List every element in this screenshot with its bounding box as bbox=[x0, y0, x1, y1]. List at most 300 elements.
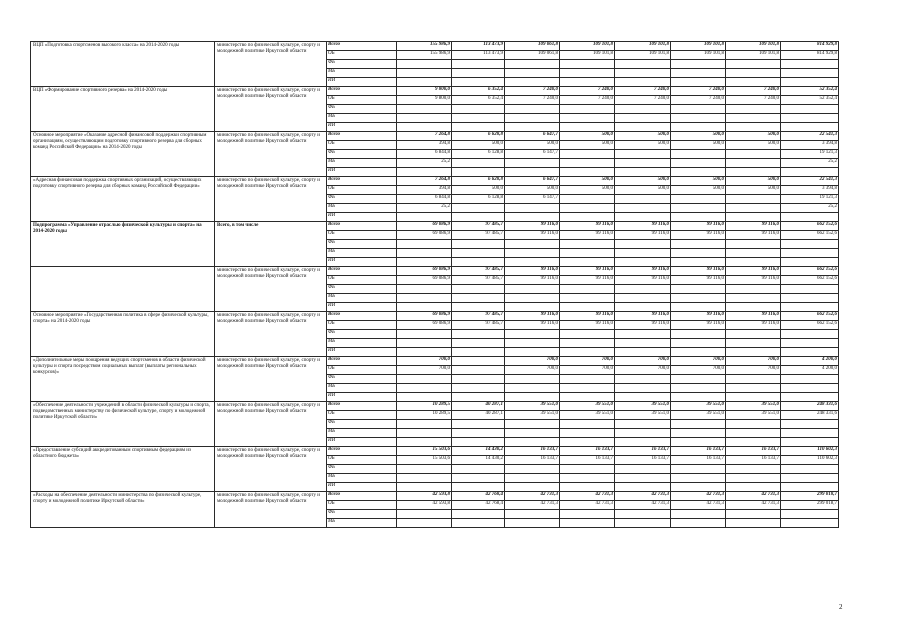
year-value-cell bbox=[452, 366, 505, 375]
year-value-cell bbox=[452, 357, 505, 366]
table-row bbox=[31, 447, 839, 456]
year-value-cell: 700,0 bbox=[615, 357, 671, 366]
year-value-cell bbox=[452, 339, 505, 348]
funding-source: ИИ bbox=[327, 213, 397, 222]
total-value-cell bbox=[781, 213, 839, 222]
year-value-cell: 6 647,7 bbox=[505, 132, 560, 141]
year-value-cell: 42 731,3 bbox=[505, 501, 560, 510]
program-description: ВЦП «Подготовка спортсменов высокого класса» на 2014-2020 годы bbox=[31, 42, 215, 87]
year-value-cell bbox=[452, 123, 505, 132]
total-value-cell bbox=[781, 60, 839, 69]
year-value-cell bbox=[560, 240, 615, 249]
funding-source: Всего bbox=[327, 42, 397, 51]
year-value-cell: 7 240,0 bbox=[560, 87, 615, 96]
funding-source: МБ bbox=[327, 249, 397, 258]
year-value-cell bbox=[505, 159, 560, 168]
year-value-cell: 16 133,7 bbox=[505, 447, 560, 456]
year-value-cell: 99 116,0 bbox=[560, 321, 615, 330]
year-value-cell bbox=[560, 384, 615, 393]
total-value-cell: 248 331,6 bbox=[781, 411, 839, 420]
total-value-cell: 110 602,3 bbox=[781, 447, 839, 456]
responsible-executor: министерство по физической культуре, спорту и молодежной политике Иркутской области bbox=[215, 87, 327, 132]
year-value-cell bbox=[505, 474, 560, 483]
year-value-cell bbox=[615, 249, 671, 258]
year-value-cell: 14 430,2 bbox=[452, 456, 505, 465]
year-value-cell bbox=[505, 114, 560, 123]
funding-source: МБ bbox=[327, 474, 397, 483]
year-value-cell bbox=[726, 78, 781, 87]
funding-source: ОБ bbox=[327, 51, 397, 60]
year-value-cell: 99 116,0 bbox=[615, 231, 671, 240]
year-value-cell: 99 116,0 bbox=[505, 222, 560, 231]
year-value-cell bbox=[505, 375, 560, 384]
year-value-cell: 500,0 bbox=[615, 132, 671, 141]
year-value-cell bbox=[397, 60, 452, 69]
year-value-cell bbox=[615, 474, 671, 483]
year-value-cell bbox=[452, 483, 505, 492]
total-value-cell bbox=[781, 123, 839, 132]
year-value-cell: 42 593,8 bbox=[397, 492, 452, 501]
year-value-cell: 39 551,0 bbox=[726, 411, 781, 420]
total-value-cell bbox=[781, 330, 839, 339]
year-value-cell: 109 101,8 bbox=[726, 51, 781, 60]
year-value-cell bbox=[560, 483, 615, 492]
total-value-cell: 25,2 bbox=[781, 204, 839, 213]
year-value-cell bbox=[397, 483, 452, 492]
year-value-cell bbox=[452, 438, 505, 447]
year-value-cell bbox=[505, 483, 560, 492]
year-value-cell bbox=[671, 465, 726, 474]
year-value-cell bbox=[505, 168, 560, 177]
year-value-cell bbox=[615, 159, 671, 168]
year-value-cell: 16 133,7 bbox=[726, 447, 781, 456]
year-value-cell bbox=[397, 303, 452, 312]
year-value-cell: 6 844,8 bbox=[397, 150, 452, 159]
year-value-cell bbox=[671, 375, 726, 384]
year-value-cell bbox=[726, 330, 781, 339]
total-value-cell bbox=[781, 114, 839, 123]
year-value-cell: 500,0 bbox=[560, 177, 615, 186]
funding-source: МБ bbox=[327, 429, 397, 438]
total-value-cell: 248 331,6 bbox=[781, 402, 839, 411]
year-value-cell bbox=[726, 69, 781, 78]
year-value-cell bbox=[397, 438, 452, 447]
year-value-cell: 16 133,7 bbox=[615, 456, 671, 465]
year-value-cell: 500,0 bbox=[671, 177, 726, 186]
year-value-cell: 700,0 bbox=[560, 366, 615, 375]
funding-source: ФБ bbox=[327, 465, 397, 474]
total-value-cell: 662 152,6 bbox=[781, 312, 839, 321]
total-value-cell bbox=[781, 105, 839, 114]
year-value-cell: 99 116,0 bbox=[671, 222, 726, 231]
table-row bbox=[31, 132, 839, 141]
year-value-cell: 39 551,0 bbox=[505, 402, 560, 411]
year-value-cell bbox=[452, 330, 505, 339]
year-value-cell: 500,0 bbox=[615, 141, 671, 150]
year-value-cell: 394,8 bbox=[397, 186, 452, 195]
year-value-cell bbox=[505, 258, 560, 267]
total-value-cell: 4 200,0 bbox=[781, 366, 839, 375]
funding-source: ФБ bbox=[327, 195, 397, 204]
funding-source: ОБ bbox=[327, 366, 397, 375]
year-value-cell: 42 731,3 bbox=[615, 492, 671, 501]
total-value-cell bbox=[781, 78, 839, 87]
year-value-cell bbox=[397, 168, 452, 177]
year-value-cell bbox=[615, 258, 671, 267]
year-value-cell bbox=[671, 159, 726, 168]
total-value-cell bbox=[781, 474, 839, 483]
year-value-cell bbox=[505, 330, 560, 339]
year-value-cell bbox=[671, 438, 726, 447]
year-value-cell: 700,0 bbox=[671, 366, 726, 375]
year-value-cell: 69 086,9 bbox=[397, 222, 452, 231]
year-value-cell bbox=[397, 213, 452, 222]
year-value-cell: 97 485,7 bbox=[452, 276, 505, 285]
year-value-cell bbox=[505, 123, 560, 132]
total-value-cell bbox=[781, 249, 839, 258]
year-value-cell bbox=[397, 339, 452, 348]
total-value-cell bbox=[781, 168, 839, 177]
year-value-cell bbox=[560, 348, 615, 357]
year-value-cell: 15 503,6 bbox=[397, 456, 452, 465]
year-value-cell bbox=[452, 303, 505, 312]
year-value-cell: 109 101,8 bbox=[560, 51, 615, 60]
year-value-cell: 97 485,7 bbox=[452, 267, 505, 276]
year-value-cell bbox=[452, 393, 505, 402]
year-value-cell: 500,0 bbox=[452, 141, 505, 150]
budget-table-page bbox=[30, 41, 838, 528]
year-value-cell: 99 116,0 bbox=[726, 312, 781, 321]
year-value-cell bbox=[505, 60, 560, 69]
year-value-cell bbox=[671, 420, 726, 429]
year-value-cell bbox=[726, 384, 781, 393]
year-value-cell bbox=[397, 294, 452, 303]
year-value-cell bbox=[726, 375, 781, 384]
year-value-cell bbox=[505, 204, 560, 213]
year-value-cell: 99 116,0 bbox=[615, 321, 671, 330]
year-value-cell bbox=[671, 114, 726, 123]
funding-source: МБ bbox=[327, 69, 397, 78]
year-value-cell bbox=[505, 465, 560, 474]
year-value-cell bbox=[560, 393, 615, 402]
year-value-cell bbox=[560, 168, 615, 177]
year-value-cell: 99 116,0 bbox=[560, 312, 615, 321]
total-value-cell bbox=[781, 258, 839, 267]
year-value-cell bbox=[397, 258, 452, 267]
year-value-cell: 69 086,9 bbox=[397, 276, 452, 285]
year-value-cell bbox=[452, 69, 505, 78]
funding-source: ОБ bbox=[327, 276, 397, 285]
total-value-cell bbox=[781, 348, 839, 357]
table-row bbox=[31, 402, 839, 411]
year-value-cell bbox=[671, 60, 726, 69]
total-value-cell: 22 541,3 bbox=[781, 132, 839, 141]
year-value-cell bbox=[615, 420, 671, 429]
year-value-cell bbox=[397, 78, 452, 87]
year-value-cell bbox=[671, 474, 726, 483]
year-value-cell: 42 731,3 bbox=[560, 501, 615, 510]
year-value-cell bbox=[615, 429, 671, 438]
year-value-cell: 500,0 bbox=[505, 186, 560, 195]
responsible-executor: министерство по физической культуре, спорту и молодежной политике Иркутской области bbox=[215, 267, 327, 312]
year-value-cell bbox=[505, 240, 560, 249]
year-value-cell bbox=[615, 303, 671, 312]
year-value-cell: 6 128,8 bbox=[452, 150, 505, 159]
year-value-cell: 99 116,0 bbox=[560, 276, 615, 285]
year-value-cell bbox=[726, 348, 781, 357]
year-value-cell: 7 240,0 bbox=[726, 96, 781, 105]
year-value-cell: 500,0 bbox=[671, 141, 726, 150]
year-value-cell bbox=[726, 285, 781, 294]
year-value-cell bbox=[452, 429, 505, 438]
year-value-cell bbox=[671, 204, 726, 213]
year-value-cell bbox=[671, 105, 726, 114]
year-value-cell: 155 986,9 bbox=[397, 51, 452, 60]
total-value-cell: 25,2 bbox=[781, 159, 839, 168]
year-value-cell: 25,2 bbox=[397, 159, 452, 168]
year-value-cell bbox=[397, 123, 452, 132]
year-value-cell bbox=[560, 285, 615, 294]
year-value-cell bbox=[615, 285, 671, 294]
year-value-cell bbox=[505, 519, 560, 528]
year-value-cell: 109 101,8 bbox=[615, 42, 671, 51]
year-value-cell bbox=[452, 375, 505, 384]
funding-source: МБ bbox=[327, 519, 397, 528]
responsible-executor: министерство по физической культуре, спорту и молодежной политике Иркутской области bbox=[215, 312, 327, 357]
funding-source: ФБ bbox=[327, 60, 397, 69]
responsible-executor: министерство по физической культуре, спорту и молодежной политике Иркутской области bbox=[215, 42, 327, 87]
year-value-cell bbox=[560, 429, 615, 438]
funding-source: МБ bbox=[327, 114, 397, 123]
page-number: 2 bbox=[839, 603, 843, 611]
year-value-cell: 500,0 bbox=[726, 132, 781, 141]
year-value-cell bbox=[615, 204, 671, 213]
year-value-cell bbox=[560, 204, 615, 213]
funding-source: ИИ bbox=[327, 258, 397, 267]
total-value-cell: 19 121,3 bbox=[781, 195, 839, 204]
year-value-cell: 16 133,7 bbox=[615, 447, 671, 456]
total-value-cell: 52 352,4 bbox=[781, 96, 839, 105]
year-value-cell bbox=[397, 114, 452, 123]
year-value-cell: 42 593,8 bbox=[397, 501, 452, 510]
year-value-cell bbox=[726, 150, 781, 159]
year-value-cell: 39 551,0 bbox=[615, 402, 671, 411]
year-value-cell: 109 061,8 bbox=[505, 42, 560, 51]
total-value-cell: 814 929,8 bbox=[781, 42, 839, 51]
year-value-cell: 109 101,8 bbox=[615, 51, 671, 60]
year-value-cell: 6 628,8 bbox=[452, 177, 505, 186]
year-value-cell bbox=[615, 240, 671, 249]
total-value-cell bbox=[781, 483, 839, 492]
year-value-cell: 6 628,8 bbox=[452, 132, 505, 141]
funding-source: Всего bbox=[327, 177, 397, 186]
funding-source: ФБ bbox=[327, 375, 397, 384]
responsible-executor: министерство по физической культуре, спорту и молодежной политике Иркутской области bbox=[215, 357, 327, 402]
funding-source: МБ bbox=[327, 339, 397, 348]
year-value-cell bbox=[452, 258, 505, 267]
funding-source: ФБ bbox=[327, 285, 397, 294]
year-value-cell: 500,0 bbox=[615, 177, 671, 186]
year-value-cell: 39 551,0 bbox=[560, 402, 615, 411]
year-value-cell bbox=[726, 339, 781, 348]
year-value-cell bbox=[726, 159, 781, 168]
funding-source: Всего bbox=[327, 492, 397, 501]
year-value-cell bbox=[560, 519, 615, 528]
year-value-cell: 109 101,8 bbox=[671, 42, 726, 51]
total-value-cell bbox=[781, 465, 839, 474]
year-value-cell bbox=[671, 249, 726, 258]
year-value-cell: 69 086,9 bbox=[397, 321, 452, 330]
year-value-cell bbox=[452, 240, 505, 249]
funding-source: ОБ bbox=[327, 231, 397, 240]
funding-source: ИИ bbox=[327, 483, 397, 492]
year-value-cell bbox=[452, 384, 505, 393]
funding-source: МБ bbox=[327, 159, 397, 168]
year-value-cell: 700,0 bbox=[505, 366, 560, 375]
year-value-cell bbox=[726, 168, 781, 177]
table-row bbox=[31, 177, 839, 186]
total-value-cell bbox=[781, 339, 839, 348]
year-value-cell bbox=[726, 474, 781, 483]
year-value-cell bbox=[726, 204, 781, 213]
year-value-cell: 109 061,8 bbox=[505, 51, 560, 60]
year-value-cell: 39 551,0 bbox=[505, 411, 560, 420]
year-value-cell bbox=[452, 168, 505, 177]
year-value-cell: 6 147,7 bbox=[505, 150, 560, 159]
funding-source: ИИ bbox=[327, 78, 397, 87]
year-value-cell bbox=[615, 150, 671, 159]
year-value-cell bbox=[671, 285, 726, 294]
year-value-cell bbox=[671, 429, 726, 438]
funding-source: ОБ bbox=[327, 501, 397, 510]
year-value-cell: 99 116,0 bbox=[505, 267, 560, 276]
year-value-cell bbox=[671, 294, 726, 303]
program-description: «Дополнительные меры поощрения ведущих спортсменов в области физической культуры и спорта посредством социальных выплат (выплаты региональных конкурсов)» bbox=[31, 357, 215, 402]
year-value-cell bbox=[560, 60, 615, 69]
year-value-cell: 97 485,7 bbox=[452, 312, 505, 321]
year-value-cell: 99 116,0 bbox=[560, 267, 615, 276]
year-value-cell: 700,0 bbox=[397, 357, 452, 366]
year-value-cell bbox=[671, 393, 726, 402]
year-value-cell bbox=[671, 213, 726, 222]
year-value-cell bbox=[726, 438, 781, 447]
year-value-cell bbox=[615, 438, 671, 447]
year-value-cell: 500,0 bbox=[560, 132, 615, 141]
year-value-cell bbox=[560, 330, 615, 339]
year-value-cell bbox=[726, 483, 781, 492]
funding-source: ОБ bbox=[327, 186, 397, 195]
table-row bbox=[31, 42, 839, 51]
year-value-cell bbox=[397, 420, 452, 429]
year-value-cell bbox=[397, 285, 452, 294]
funding-source: ИИ bbox=[327, 168, 397, 177]
year-value-cell: 16 133,7 bbox=[560, 456, 615, 465]
year-value-cell: 7 240,0 bbox=[726, 87, 781, 96]
year-value-cell bbox=[397, 69, 452, 78]
year-value-cell: 500,0 bbox=[560, 141, 615, 150]
year-value-cell bbox=[615, 510, 671, 519]
year-value-cell bbox=[615, 105, 671, 114]
year-value-cell: 99 116,0 bbox=[615, 267, 671, 276]
year-value-cell: 97 485,7 bbox=[452, 321, 505, 330]
year-value-cell bbox=[505, 384, 560, 393]
year-value-cell: 7 240,0 bbox=[671, 87, 726, 96]
year-value-cell: 99 116,0 bbox=[505, 276, 560, 285]
responsible-executor: министерство по физической культуре, спорту и молодежной политике Иркутской области bbox=[215, 132, 327, 177]
year-value-cell: 42 768,4 bbox=[452, 501, 505, 510]
year-value-cell bbox=[726, 519, 781, 528]
total-value-cell bbox=[781, 393, 839, 402]
year-value-cell bbox=[397, 393, 452, 402]
total-value-cell bbox=[781, 375, 839, 384]
total-value-cell: 299 018,7 bbox=[781, 501, 839, 510]
total-value-cell: 662 152,6 bbox=[781, 222, 839, 231]
year-value-cell bbox=[560, 249, 615, 258]
year-value-cell bbox=[505, 429, 560, 438]
year-value-cell bbox=[560, 105, 615, 114]
funding-source: ФБ bbox=[327, 240, 397, 249]
total-value-cell: 662 152,6 bbox=[781, 267, 839, 276]
year-value-cell bbox=[615, 60, 671, 69]
year-value-cell bbox=[560, 438, 615, 447]
year-value-cell bbox=[560, 375, 615, 384]
year-value-cell bbox=[397, 348, 452, 357]
year-value-cell bbox=[452, 105, 505, 114]
year-value-cell bbox=[397, 510, 452, 519]
year-value-cell bbox=[615, 294, 671, 303]
program-description: ВЦП «Формирование спортивного резерва» на 2014-2020 годы bbox=[31, 87, 215, 132]
year-value-cell bbox=[505, 249, 560, 258]
year-value-cell: 113 473,9 bbox=[452, 42, 505, 51]
year-value-cell bbox=[397, 249, 452, 258]
funding-source: ОБ bbox=[327, 321, 397, 330]
total-value-cell bbox=[781, 285, 839, 294]
year-value-cell: 40 287,1 bbox=[452, 402, 505, 411]
budget-table-body bbox=[31, 42, 839, 528]
year-value-cell bbox=[560, 213, 615, 222]
year-value-cell bbox=[505, 105, 560, 114]
year-value-cell: 99 116,0 bbox=[505, 231, 560, 240]
year-value-cell: 16 133,7 bbox=[505, 456, 560, 465]
year-value-cell: 6 844,8 bbox=[397, 195, 452, 204]
funding-source: ОБ bbox=[327, 411, 397, 420]
funding-source: ФБ bbox=[327, 420, 397, 429]
funding-source: Всего bbox=[327, 87, 397, 96]
year-value-cell: 500,0 bbox=[726, 177, 781, 186]
year-value-cell: 99 116,0 bbox=[671, 231, 726, 240]
year-value-cell bbox=[615, 465, 671, 474]
year-value-cell: 7 264,8 bbox=[397, 177, 452, 186]
year-value-cell bbox=[726, 420, 781, 429]
year-value-cell: 69 086,9 bbox=[397, 312, 452, 321]
year-value-cell bbox=[397, 105, 452, 114]
funding-source: Всего bbox=[327, 447, 397, 456]
year-value-cell bbox=[726, 465, 781, 474]
year-value-cell: 16 133,7 bbox=[726, 456, 781, 465]
year-value-cell bbox=[560, 339, 615, 348]
total-value-cell: 814 929,8 bbox=[781, 51, 839, 60]
funding-source: МБ bbox=[327, 204, 397, 213]
year-value-cell bbox=[726, 60, 781, 69]
total-value-cell bbox=[781, 294, 839, 303]
year-value-cell bbox=[452, 294, 505, 303]
year-value-cell: 7 240,0 bbox=[560, 96, 615, 105]
year-value-cell bbox=[505, 348, 560, 357]
year-value-cell: 42 731,3 bbox=[671, 492, 726, 501]
year-value-cell: 97 485,7 bbox=[452, 222, 505, 231]
year-value-cell: 69 086,9 bbox=[397, 267, 452, 276]
year-value-cell bbox=[505, 78, 560, 87]
